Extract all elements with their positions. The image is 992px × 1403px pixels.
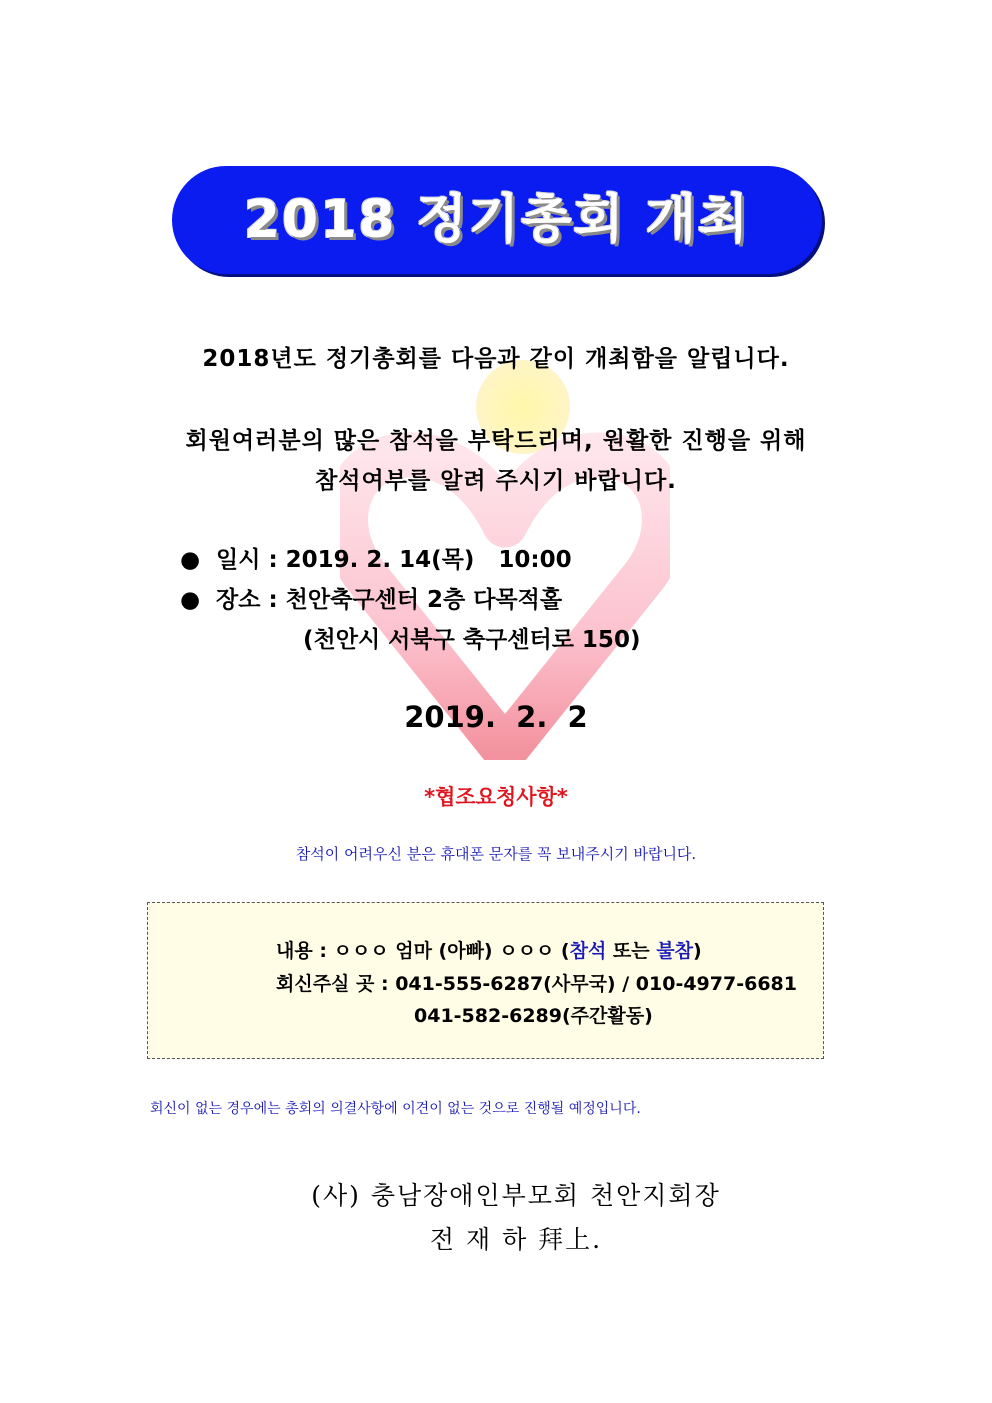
footer-note: 회신이 없는 경우에는 총회의 의결사항에 이견이 없는 것으로 진행될 예정입니다. xyxy=(150,1101,641,1117)
place-text: 장소 : 천안축구센터 2층 다목적홀 xyxy=(216,587,563,613)
reply-info-box xyxy=(147,902,824,1059)
notice-date: 2019. 2. 2 xyxy=(404,700,588,734)
bullet-icon: ● xyxy=(180,587,201,613)
attend-option: 참석 xyxy=(569,940,607,962)
page-title: 2018 정기총회 개최 xyxy=(243,190,751,250)
intro-text: 2018년도 정기총회를 다음과 같이 개최함을 알립니다. xyxy=(202,346,790,372)
cooperation-title: *협조요청사항* xyxy=(424,785,568,809)
place-line xyxy=(180,581,820,614)
datetime-text: 일시 : 2019. 2. 14(목) 10:00 xyxy=(216,547,572,573)
request-line-1: 회원여러분의 많은 참석을 부탁드리며, 원활한 진행을 위해 xyxy=(185,428,807,454)
title-banner xyxy=(172,166,822,274)
reply-content-line xyxy=(276,936,702,963)
bullet-icon: ● xyxy=(180,547,201,573)
reply-contact-line: 회신주실 곳 : 041-555-6287(사무국) / 010-4977-6681 xyxy=(276,973,797,995)
datetime-line xyxy=(180,541,820,574)
reply-contact-line-2: 041-582-6289(주간활동) xyxy=(414,1005,653,1027)
signature-org: (사) 충남장애인부모회 천안지회장 xyxy=(311,1181,721,1210)
content-prefix: 내용 : ㅇㅇㅇ 엄마 (아빠) ㅇㅇㅇ ( xyxy=(276,940,570,962)
absent-option: 불참 xyxy=(656,940,693,962)
or-text: 또는 xyxy=(606,940,657,962)
cooperation-note: 참석이 어려우신 분은 휴대폰 문자를 꼭 보내주시기 바랍니다. xyxy=(295,845,697,863)
signature-name: 전 재 하 拜上. xyxy=(429,1225,603,1254)
address-text: (천안시 서북구 축구센터로 150) xyxy=(303,627,641,653)
request-line-2: 참석여부를 알려 주시기 바랍니다. xyxy=(315,468,677,494)
content-suffix: ) xyxy=(692,940,702,962)
